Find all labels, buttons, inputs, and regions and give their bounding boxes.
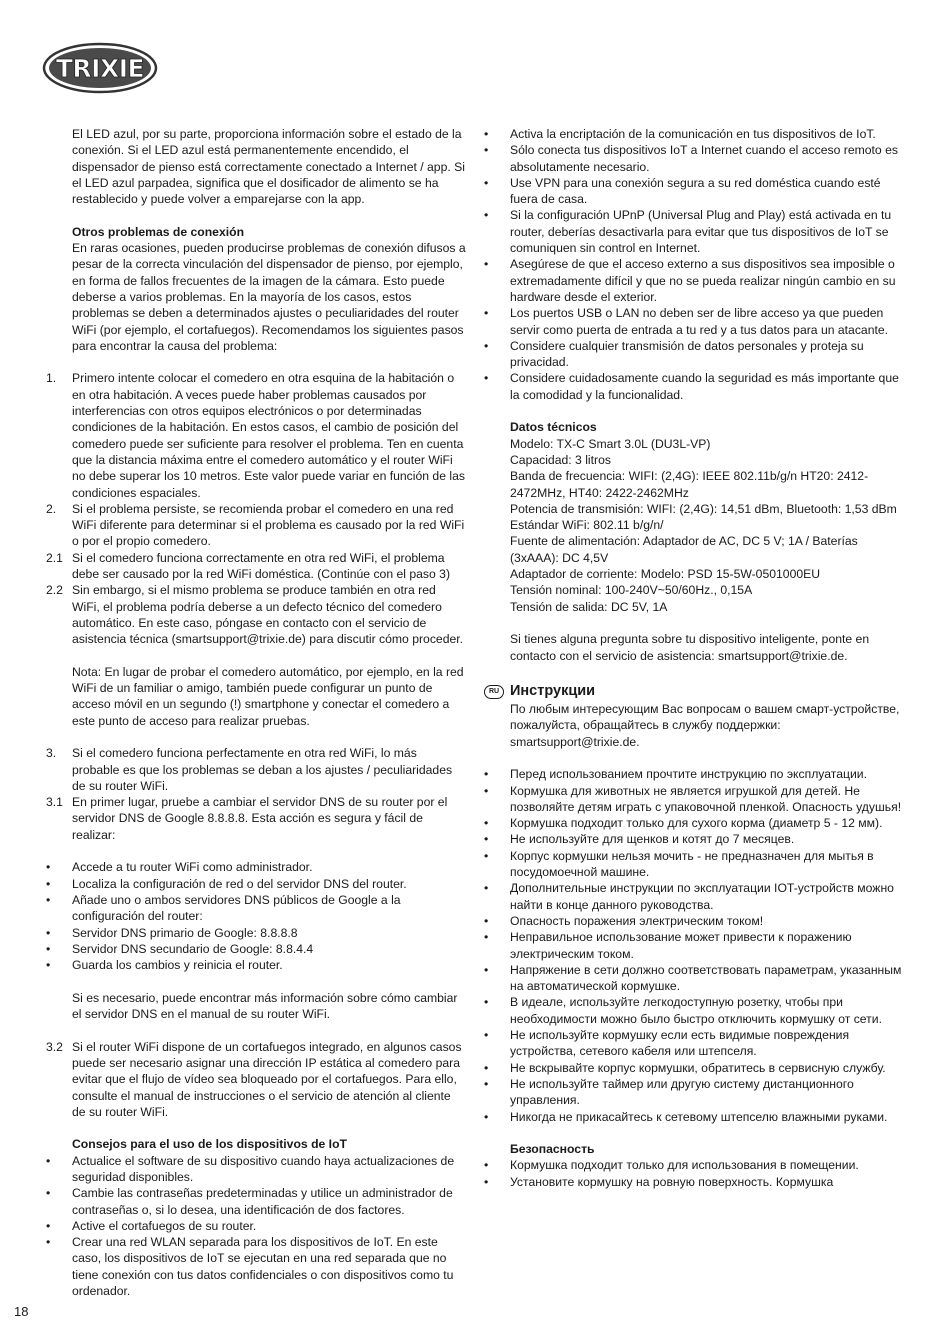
list-item bbox=[46, 941, 466, 957]
bullet-marker: • bbox=[484, 257, 489, 272]
paragraph: El LED azul, por su parte, proporciona información sobre el estado de la conexión. Si el LED azul está permanentemente encendido, el dispensador de pienso está correctamente conectado a Internet / app. Si el LED azul parpadea, significa que el dosificador de alimento se ha restablecido y puede volver a emparejarse con la app. bbox=[72, 127, 465, 207]
list-item bbox=[46, 859, 466, 875]
list-item bbox=[484, 1060, 908, 1076]
bullet-marker: • bbox=[46, 1218, 51, 1233]
bullet-marker: • bbox=[484, 1076, 489, 1091]
list-item bbox=[484, 962, 908, 995]
list-item bbox=[484, 126, 908, 142]
bullet-marker: • bbox=[484, 1028, 489, 1043]
bullet-marker: • bbox=[484, 127, 489, 141]
step-number: 2. bbox=[46, 501, 57, 516]
paragraph: Modelo: TX-C Smart 3.0L (DU3L-VP) bbox=[510, 436, 711, 451]
bullet-marker: • bbox=[484, 783, 489, 798]
list-item bbox=[484, 815, 908, 831]
spacer bbox=[484, 403, 908, 419]
list-item-text: Use VPN para una conexión segura a su red doméstica cuando esté fuera de casa. bbox=[510, 175, 881, 207]
list-item-text: Напряжение в сети должно соответствовать параметрам, указанным на автоматической кормушке. bbox=[510, 962, 902, 994]
list-item bbox=[484, 880, 908, 913]
list-item-text: Sin embargo, si el mismo problema se produce también en otra red WiFi, el problema podría deberse a un defecto técnico del comedero automático. En este caso, póngase en contacto con el servicio de asistencia técnica (smartsupport@trixie.de) para discutir cómo proceder. bbox=[72, 583, 464, 647]
list-item-text: Considere cualquier transmisión de datos personales y proteja su privacidad. bbox=[510, 338, 864, 370]
section-heading: Datos técnicos bbox=[510, 420, 597, 435]
bullet-marker: • bbox=[484, 832, 489, 847]
list-item-text: Servidor DNS secundario de Google: 8.8.4.4 bbox=[72, 941, 314, 956]
paragraph: Potencia de transmisión: WIFI: (2,4G): 14,51 dBm, Bluetooth: 1,53 dBm bbox=[510, 501, 897, 516]
list-item bbox=[46, 925, 466, 941]
step-number: 3.1 bbox=[46, 795, 63, 810]
list-item bbox=[46, 582, 466, 647]
list-item bbox=[484, 766, 908, 782]
list-item-text: Дополнительные инструкции по эксплуатации IOT-устройств можно найти в конце данного руководства. bbox=[510, 881, 894, 912]
list-item bbox=[484, 1157, 908, 1173]
list-item bbox=[484, 175, 908, 208]
list-item bbox=[46, 1039, 466, 1120]
list-item bbox=[46, 1153, 466, 1186]
list-item bbox=[484, 256, 908, 305]
spacer bbox=[46, 207, 466, 223]
bullet-marker: • bbox=[484, 306, 489, 321]
language-section-heading bbox=[484, 682, 908, 701]
list-item bbox=[484, 1027, 908, 1060]
list-item-text: Перед использованием прочтите инструкцию по эксплуатации. bbox=[510, 767, 867, 782]
paragraph: En raras ocasiones, pueden producirse problemas de conexión difusos a pesar de la correcta vinculación del dispensador de pienso, por ejemplo, en forma de fallos frecuentes de la imagen de la cámara. Esto puede deberse a varios problemas. En la mayoría de los casos, estos problemas se deben a determinados ajustes o peculiaridades del router WiFi (por ejemplo, el cortafuegos). Recomendamos los siguientes pasos para encontrar la causa del problema: bbox=[72, 241, 466, 353]
list-item bbox=[484, 370, 908, 403]
section-heading: Безопасность bbox=[510, 1142, 595, 1157]
bullet-marker: • bbox=[484, 881, 489, 896]
paragraph: Tensión nominal: 100-240V~50/60Hz., 0,15A bbox=[510, 583, 753, 598]
paragraph: Si es necesario, puede encontrar más información sobre cómo cambiar el servidor DNS en el manual de su router WiFi. bbox=[72, 990, 458, 1022]
list-item-text: Active el cortafuegos de su router. bbox=[72, 1218, 257, 1233]
list-item-text: Primero intente colocar el comedero en otra esquina de la habitación o en otra habitación. A veces puede haber problemas causados por interferencias con otros equipos electrónicos o por determinadas condiciones de la habitación. En estos casos, el cambio de posición del comedero puede ser suficiente para resolver el problema. Ten en cuenta que la distancia máxima entre el comedero automático y el router WiFi no debe superar los 10 metros. Este valor puede variar en función de las condiciones espaciales. bbox=[72, 371, 465, 500]
spacer bbox=[46, 973, 466, 989]
list-item bbox=[484, 913, 908, 929]
spacer bbox=[46, 843, 466, 859]
list-item bbox=[46, 957, 466, 973]
list-item-text: Considere cuidadosamente cuando la seguridad es más importante que la comodidad y la funcionalidad. bbox=[510, 371, 899, 402]
list-item-text: Кормушка для животных не является игрушкой для детей. Не позволяйте детям играть с упаковочной пленкой. Опасность удушья! bbox=[510, 783, 902, 814]
list-item bbox=[46, 550, 466, 583]
list-item bbox=[484, 848, 908, 881]
list-item-text: Accede a tu router WiFi como administrador. bbox=[72, 860, 313, 875]
bullet-marker: • bbox=[484, 913, 489, 928]
list-item-text: Кормушка подходит только для использования в помещении. bbox=[510, 1158, 859, 1173]
list-item-text: Activa la encriptación de la comunicación en tus dispositivos de IoT. bbox=[510, 127, 876, 141]
spacer bbox=[484, 664, 908, 680]
paragraph: Adaptador de corriente: Modelo: PSD 15-5W-0501000EU bbox=[510, 567, 821, 582]
list-item bbox=[46, 745, 466, 794]
list-item-text: Crear una red WLAN separada para los dispositivos de IoT. En este caso, los dispositivos de IoT se ejecutan en una red separada que no tiene conexión con tus datos confidenciales o con dispositivos como tu ordenador. bbox=[72, 1235, 454, 1299]
list-item-text: Si el problema persiste, se recomienda probar el comedero en una red WiFi diferente para determinar si el problema es causado por la red WiFi o por el propio comedero. bbox=[72, 501, 465, 549]
spacer bbox=[46, 1022, 466, 1038]
bullet-marker: • bbox=[484, 995, 489, 1010]
list-item-text: Si el router WiFi dispone de un cortafuegos integrado, en algunos casos puede ser necesario asignar una dirección IP estática al comedero para evitar que el flujo de vídeo sea bloqueado por el cortafuegos. Para ello, consulte el manual de instrucciones o el servicio de atención al cliente de su router WiFi. bbox=[72, 1039, 462, 1119]
list-item bbox=[46, 794, 466, 843]
list-item bbox=[46, 1234, 466, 1299]
step-number: 3. bbox=[46, 746, 57, 761]
paragraph: Banda de frecuencia: WIFI: (2,4G): IEEE 802.11b/g/n HT20: 2412-2472MHz, HT40: 2422-2462MHz bbox=[510, 469, 869, 500]
list-item bbox=[484, 305, 908, 338]
spacer bbox=[46, 648, 466, 664]
bullet-marker: • bbox=[484, 1060, 489, 1075]
list-item bbox=[484, 1076, 908, 1109]
list-item-text: Si la configuración UPnP (Universal Plug and Play) está activada en tu router, deberías desactivarla para evitar que tus dispositivos de IoT se comuniquen sin control en Internet. bbox=[510, 208, 892, 256]
trixie-logo bbox=[42, 42, 158, 94]
left-column bbox=[46, 126, 466, 1299]
bullet-marker: • bbox=[46, 876, 51, 891]
bullet-marker: • bbox=[484, 848, 489, 863]
list-item bbox=[46, 1185, 466, 1218]
spacer bbox=[484, 615, 908, 631]
list-item-text: Guarda los cambios y reinicia el router. bbox=[72, 958, 283, 973]
bullet-marker: • bbox=[484, 930, 489, 945]
bullet-marker: • bbox=[484, 371, 489, 386]
bullet-marker: • bbox=[46, 1153, 51, 1168]
list-item-text: Никогда не прикасайтесь к сетевому штепселю влажными руками. bbox=[510, 1109, 888, 1124]
list-item-text: Servidor DNS primario de Google: 8.8.8.8 bbox=[72, 925, 298, 940]
bullet-marker: • bbox=[46, 1186, 51, 1201]
page-number: 18 bbox=[14, 1304, 29, 1319]
paragraph: Fuente de alimentación: Adaptador de AC, DC 5 V; 1A / Baterías (3xAAA): DC 4,5V bbox=[510, 534, 858, 565]
section-heading: Otros problemas de conexión bbox=[72, 224, 245, 239]
list-item-text: Не используйте для щенков и котят до 7 месяцев. bbox=[510, 832, 795, 847]
list-item bbox=[46, 1218, 466, 1234]
list-item-text: Si el comedero funciona correctamente en otra red WiFi, el problema debe ser causado por la red WiFi doméstica. (Continúe con el paso 3) bbox=[72, 550, 451, 582]
bullet-marker: • bbox=[484, 175, 489, 190]
list-item-text: Не используйте кормушку если есть видимые повреждения устройства, сетевого кабеля или штепселя. bbox=[510, 1028, 850, 1059]
list-item bbox=[484, 929, 908, 962]
list-item bbox=[46, 370, 466, 500]
list-item-text: Корпус кормушки нельзя мочить - не предназначен для мытья в посудомоечной машине. bbox=[510, 848, 874, 880]
list-item-text: Añade uno o ambos servidores DNS públicos de Google a la configuración del router: bbox=[72, 892, 401, 924]
bullet-marker: • bbox=[484, 1158, 489, 1173]
list-item-text: En primer lugar, pruebe a cambiar el servidor DNS de su router por el servidor DNS de Google 8.8.8.8. Esta acción es segura y fácil de realizar: bbox=[72, 795, 448, 842]
list-item bbox=[484, 142, 908, 175]
list-item bbox=[484, 783, 908, 816]
list-item bbox=[484, 994, 908, 1027]
spacer bbox=[46, 1120, 466, 1136]
bullet-marker: • bbox=[46, 958, 51, 973]
spacer bbox=[46, 354, 466, 370]
list-item-text: Неправильное использование может привести к поражению электрическим током. bbox=[510, 930, 852, 961]
list-item-text: Cambie las contraseñas predeterminadas y utilice un administrador de contraseñas o, si lo desea, una identificación de dos factores. bbox=[72, 1186, 453, 1217]
spacer bbox=[46, 729, 466, 745]
logo-text: TRIXIE bbox=[55, 54, 145, 83]
bullet-marker: • bbox=[484, 338, 489, 353]
bullet-marker: • bbox=[46, 941, 51, 956]
list-item bbox=[46, 892, 466, 925]
paragraph: Tensión de salida: DC 5V, 1A bbox=[510, 599, 668, 614]
list-item bbox=[484, 1109, 908, 1125]
language-badge: RU bbox=[484, 685, 504, 699]
list-item-text: Los puertos USB o LAN no deben ser de libre acceso ya que pueden servir como puerta de entrada a tu red y a tus datos para un atacante. bbox=[510, 306, 889, 337]
bullet-marker: • bbox=[484, 1109, 489, 1124]
right-column bbox=[484, 126, 908, 1190]
paragraph: Estándar WiFi: 802.11 b/g/n/ bbox=[510, 518, 664, 533]
step-number: 1. bbox=[46, 371, 57, 386]
bullet-marker: • bbox=[484, 143, 489, 158]
section-heading: Consejos para el uso de los dispositivos de IoT bbox=[72, 1137, 347, 1152]
bullet-marker: • bbox=[46, 1235, 51, 1250]
list-item-text: Si el comedero funciona perfectamente en otra red WiFi, lo más probable es que los problemas se deban a los ajustes / peculiaridades de su router WiFi. bbox=[72, 746, 453, 793]
list-item-text: Опасность поражения электрическим током! bbox=[510, 913, 764, 928]
paragraph: Nota: En lugar de probar el comedero automático, por ejemplo, en la red WiFi de un familiar o amigo, también puede configurar un punto de acceso móvil en un segundo (!) smartphone y conectar el comedero a este punto de acceso para realizar pruebas. bbox=[72, 664, 464, 728]
bullet-marker: • bbox=[484, 208, 489, 223]
step-number: 3.2 bbox=[46, 1039, 63, 1054]
list-item-text: Localiza la configuración de red o del servidor DNS del router. bbox=[72, 876, 407, 891]
paragraph: Si tienes alguna pregunta sobre tu dispositivo inteligente, ponte en contacto con el servicio de asistencia: smartsupport@trixie.de. bbox=[510, 632, 870, 663]
list-item-text: Кормушка подходит только для сухого корма (диаметр 5 - 12 мм). bbox=[510, 816, 883, 831]
list-item-text: Sólo conecta tus dispositivos IoT a Internet cuando el acceso remoto es absolutamente necesario. bbox=[510, 143, 898, 174]
paragraph: По любым интересующим Вас вопросам о вашем смарт-устройстве, пожалуйста, обращайтесь в службу поддержки: smartsupport@trixie.de. bbox=[510, 702, 900, 749]
list-item bbox=[484, 338, 908, 371]
list-item-text: Не используйте таймер или другую систему дистанционного управления. bbox=[510, 1076, 854, 1108]
list-item-text: Asegúrese de que el acceso externo a sus dispositivos sea imposible o extremadamente difícil y que no se pueda realizar ningún cambio en su hardware desde el exterior. bbox=[510, 257, 896, 304]
list-item bbox=[484, 207, 908, 256]
step-number: 2.2 bbox=[46, 583, 63, 598]
list-item-text: В идеале, используйте легкодоступную розетку, чтобы при необходимости можно было быстро отключить кормушку от сети. bbox=[510, 995, 882, 1026]
spacer bbox=[484, 750, 908, 766]
step-number: 2.1 bbox=[46, 550, 63, 565]
bullet-marker: • bbox=[484, 1174, 489, 1189]
bullet-marker: • bbox=[46, 860, 51, 875]
list-item-text: Не вскрывайте корпус кормушки, обратитесь в сервисную службу. bbox=[510, 1060, 886, 1075]
list-item bbox=[484, 831, 908, 847]
list-item-text: Actualice el software de su dispositivo cuando haya actualizaciones de seguridad disponibles. bbox=[72, 1153, 455, 1184]
list-item-text: Установите кормушку на ровную поверхность. Кормушка bbox=[510, 1174, 834, 1189]
list-item bbox=[484, 1174, 908, 1190]
bullet-marker: • bbox=[46, 892, 51, 907]
list-item bbox=[46, 501, 466, 550]
bullet-marker: • bbox=[484, 767, 489, 782]
bullet-marker: • bbox=[484, 816, 489, 831]
spacer bbox=[484, 1125, 908, 1141]
list-item bbox=[46, 876, 466, 892]
paragraph: Capacidad: 3 litros bbox=[510, 452, 611, 467]
bullet-marker: • bbox=[46, 925, 51, 940]
bullet-marker: • bbox=[484, 962, 489, 977]
language-section-title: Инструкции bbox=[510, 683, 596, 700]
